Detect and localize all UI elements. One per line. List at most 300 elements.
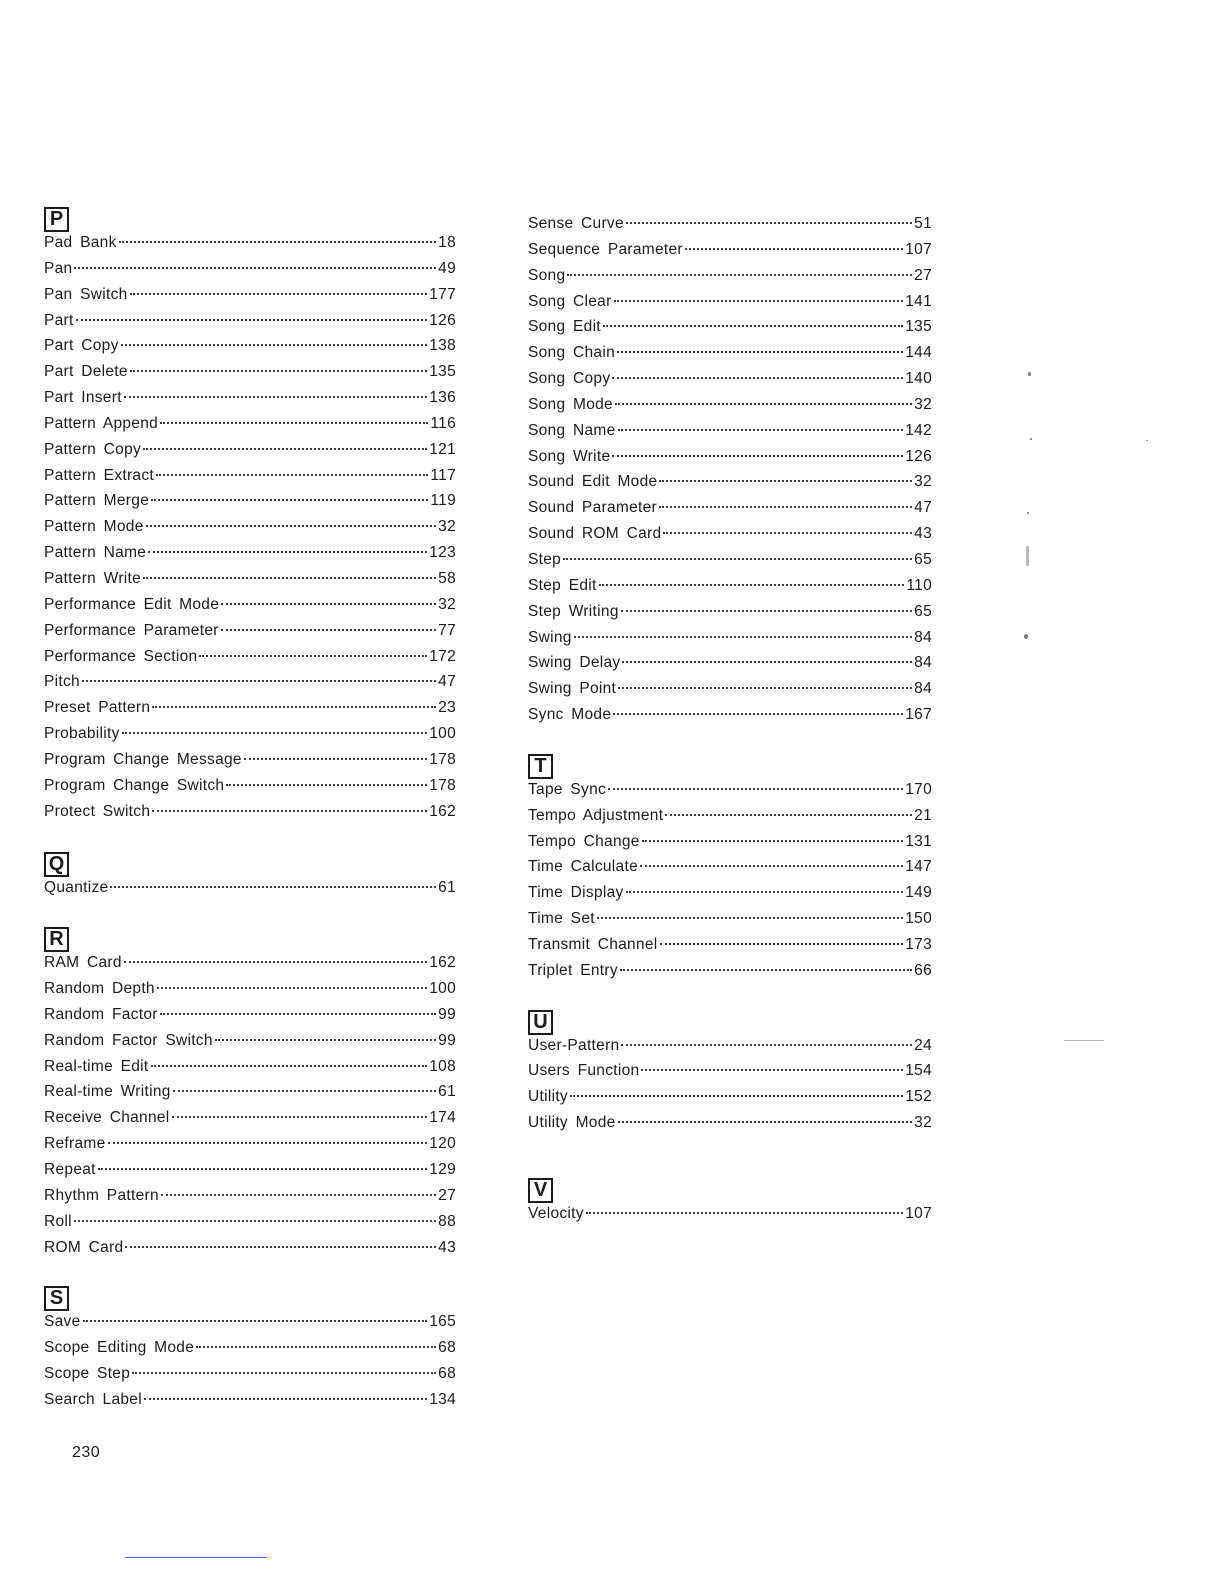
index-entry [528,215,932,241]
index-entry [44,441,456,467]
index-term: Real-time Edit [44,1057,149,1075]
index-page-number: 27 [438,1186,456,1204]
index-term: Performance Section [44,647,198,665]
dot-leader [98,1167,427,1170]
index-entry [528,807,932,833]
index-entry [528,267,932,293]
dot-leader [244,757,427,760]
index-page-number: 126 [905,447,932,465]
index-page-number: 47 [914,499,932,517]
index-page-number: 165 [429,1313,456,1331]
index-page-number: 100 [429,980,456,998]
dot-leader [172,1115,428,1118]
section-letter: T [528,754,553,779]
index-page-number: 178 [429,750,456,768]
index-term: Repeat [44,1161,96,1178]
index-term: Part Insert [44,389,122,407]
index-entry [44,363,456,389]
index-term: Swing [528,628,572,646]
dot-leader [74,266,436,269]
index-term: Part Delete [44,363,128,381]
index-term: Quantize [44,879,109,897]
index-page-number: 61 [438,879,456,897]
index-page-number: 21 [914,806,932,824]
section-continued [528,215,932,732]
index-page-number: 32 [914,1114,932,1132]
dot-leader [641,1068,903,1071]
index-term: Song Chain [528,344,616,362]
dot-leader [124,960,427,963]
dot-leader [574,635,912,638]
index-term: Song Write [528,447,611,465]
index-term: Time Calculate [528,858,638,876]
index-term: Program Change Message [44,750,242,768]
index-page-number: 18 [438,234,456,251]
index-term: Sync Mode [528,706,612,724]
index-term: Pattern Append [44,414,159,432]
index-term: Pan Switch [44,285,128,303]
index-entry [528,603,932,629]
index-entry [528,1037,932,1063]
dot-leader [660,942,904,945]
dot-leader [160,421,428,424]
index-term: Sound ROM Card [528,525,662,543]
index-term: Sequence Parameter [528,240,683,258]
index-entry [44,415,456,441]
index-entry [528,396,932,422]
index-page-number: 23 [438,699,456,717]
index-entry [44,1109,456,1135]
index-term: Step Edit [528,576,597,594]
dot-leader [151,1064,428,1067]
index-entry [528,910,932,936]
dot-leader [130,369,427,372]
index-term: Users Function [528,1062,640,1080]
section-letter: S [44,1286,69,1311]
index-entry [528,962,932,988]
dot-leader [76,318,428,321]
index-page-number: 68 [438,1365,456,1383]
index-entry [44,492,456,518]
scan-speck [1026,546,1029,566]
dot-leader [161,1193,436,1196]
index-entry [44,1391,456,1417]
index-term: Pattern Mode [44,518,144,536]
index-term: Sound Parameter [528,499,657,517]
index-page-number: 129 [429,1161,456,1178]
index-term: Pattern Name [44,544,147,562]
dot-leader [74,1219,436,1222]
dot-leader [570,1094,903,1097]
index-page-number: 121 [429,440,456,458]
index-term: Song Edit [528,318,601,336]
dot-leader [160,1012,436,1015]
dot-leader [659,505,912,508]
index-entry [528,1205,932,1231]
index-page-number: 120 [429,1135,456,1153]
section-v [528,1178,932,1231]
index-term: Pattern Merge [44,492,150,510]
dot-leader [221,602,436,605]
dot-leader [603,324,903,327]
index-page-number: 99 [438,1005,456,1023]
index-page-number: 32 [438,595,456,613]
dot-leader [215,1038,436,1041]
index-page-number: 47 [438,673,456,691]
index-entry [528,370,932,396]
index-page-number: 27 [914,266,932,284]
index-term: Swing Point [528,680,617,698]
index-entry [528,936,932,962]
index-entry [44,954,456,980]
index-entry [44,467,456,493]
dot-leader [124,395,427,398]
dot-leader [221,628,436,631]
dot-leader [621,609,912,612]
dot-leader [199,654,427,657]
dot-leader [196,1345,436,1348]
index-page-number: 58 [438,569,456,587]
index-page-number: 66 [914,961,932,979]
dot-leader [146,524,437,527]
dot-leader [567,273,912,276]
dot-leader [143,576,436,579]
index-entry [44,1239,456,1265]
dot-leader [151,498,428,501]
index-entry [528,781,932,807]
index-page-number: 107 [905,240,932,258]
index-entry [44,312,456,338]
index-column-left [44,207,456,1417]
index-entry [44,544,456,570]
dot-leader [143,447,427,450]
index-page-number: 99 [438,1031,456,1049]
index-page-number: 177 [429,285,456,303]
section-letter: Q [44,852,69,877]
index-entry [44,1213,456,1239]
dot-leader [665,813,912,816]
index-entry [44,1161,456,1187]
dot-leader [121,343,428,346]
index-page-number: 84 [914,628,932,646]
index-term: Protect Switch [44,802,151,820]
section-t [528,754,932,988]
dot-leader [156,473,428,476]
dot-leader [83,1319,428,1322]
index-term: Reframe [44,1135,106,1153]
index-term: Receive Channel [44,1109,170,1127]
index-page-number: 84 [914,654,932,672]
index-entry [44,234,456,260]
index-page-number: 88 [438,1212,456,1230]
index-page-number: 144 [905,344,932,362]
dot-leader [152,809,427,812]
section-u [528,1010,932,1140]
index-page-number: 117 [430,466,456,484]
index-term: Scope Step [44,1365,131,1383]
dot-leader [621,1043,912,1046]
index-entry [44,260,456,286]
index-entry [528,706,932,732]
dot-leader [119,240,437,243]
index-term: Random Depth [44,980,155,998]
index-page-number: 119 [430,492,456,510]
dot-leader [122,731,428,734]
index-term: Time Set [528,910,595,928]
dot-leader [148,550,427,553]
index-entry [44,596,456,622]
index-term: Velocity [528,1205,584,1222]
index-entry [44,518,456,544]
dot-leader [563,557,912,560]
index-term: Rhythm Pattern [44,1186,159,1204]
index-term: Save [44,1313,81,1331]
index-term: Preset Pattern [44,699,151,717]
index-page-number: 170 [905,780,932,798]
index-column-right [528,215,932,1231]
dot-leader [612,376,903,379]
index-page-number: 162 [429,954,456,972]
index-term: Triplet Entry [528,961,618,979]
index-page-number: 178 [429,776,456,794]
dot-leader [618,1120,913,1123]
index-entry [44,622,456,648]
index-page-number: 32 [438,518,456,536]
dot-leader [618,686,912,689]
dot-leader [132,1371,436,1374]
dot-leader [597,916,903,919]
index-term: Performance Parameter [44,621,219,639]
index-entry [44,570,456,596]
index-entry [44,1058,456,1084]
index-term: Pattern Extract [44,466,155,484]
scan-speck [1024,634,1028,639]
index-entry [528,499,932,525]
index-page-number: 123 [429,544,456,562]
index-page-number: 135 [429,363,456,381]
index-page-number: 49 [438,259,456,277]
index-term: Pattern Copy [44,440,142,458]
scan-speck [1030,438,1032,440]
index-term: Performance Edit Mode [44,595,220,613]
index-term: Time Display [528,884,624,902]
index-entry [44,777,456,803]
dot-leader [614,299,904,302]
index-page-number: 154 [905,1062,932,1080]
dot-leader [82,679,436,682]
index-term: Program Change Switch [44,776,225,794]
section-r [44,927,456,1264]
dot-leader [640,864,903,867]
dot-leader [663,531,912,534]
index-entry [44,725,456,751]
index-term: Pattern Write [44,569,142,587]
index-page-number: 142 [905,421,932,439]
index-page-number: 138 [429,337,456,355]
index-entry [528,344,932,370]
dot-leader [626,221,912,224]
index-entry [44,1339,456,1365]
index-term: Search Label [44,1390,142,1408]
index-term: Step Writing [528,602,619,620]
index-term: Song Clear [528,292,612,310]
dot-leader [622,660,912,663]
index-entry [44,1032,456,1058]
index-page-number: 43 [914,525,932,543]
index-entry [44,803,456,829]
index-entry [44,648,456,674]
index-entry [528,680,932,706]
section-p [44,207,456,828]
page-number: 230 [72,1444,101,1461]
index-term: Tempo Adjustment [528,806,664,824]
dot-leader [173,1089,436,1092]
index-page-number: 174 [429,1109,456,1127]
index-entry [528,1114,932,1140]
section-q [44,852,456,905]
index-entry [528,833,932,859]
section-letter: R [44,927,69,952]
index-entry [44,337,456,363]
dot-leader [659,479,912,482]
index-term: Part [44,311,74,329]
index-entry [44,980,456,1006]
index-term: Step [528,550,562,568]
index-page-number: 32 [914,473,932,491]
dot-leader [615,402,912,405]
index-entry [528,1088,932,1114]
index-term: Random Factor Switch [44,1031,213,1049]
index-entry [44,286,456,312]
index-page-number: 136 [429,389,456,407]
index-page-number: 116 [430,414,456,432]
index-term: Utility Mode [528,1114,616,1132]
index-page-number: 167 [905,706,932,724]
index-page-number: 65 [914,550,932,568]
index-term: Song Name [528,421,616,439]
index-term: Pitch [44,673,80,691]
index-entry [44,751,456,777]
index-entry [44,389,456,415]
index-entry [528,858,932,884]
index-entry [528,293,932,319]
index-term: Pan [44,259,73,277]
index-page-number: 173 [905,935,932,953]
index-entry [44,1365,456,1391]
index-page-number: 147 [905,858,932,876]
index-page-number: 65 [914,602,932,620]
dot-leader [144,1397,427,1400]
index-page-number: 150 [905,910,932,928]
index-page-number: 110 [906,576,932,594]
dot-leader [157,986,427,989]
dot-leader [642,839,904,842]
index-page-number: 77 [438,621,456,639]
dot-leader [612,454,903,457]
index-entry [528,473,932,499]
index-term: Random Factor [44,1005,158,1023]
index-entry [528,884,932,910]
dot-leader [685,247,903,250]
section-s [44,1286,456,1416]
dot-leader [110,885,436,888]
index-entry [44,1083,456,1109]
index-page-number: 68 [438,1339,456,1357]
index-term: RAM Card [44,954,122,972]
index-entry [528,318,932,344]
scan-speck [1027,512,1029,514]
dot-leader [617,350,903,353]
index-entry [528,422,932,448]
index-entry [528,525,932,551]
index-term: Tape Sync [528,780,607,798]
index-page-number: 24 [914,1036,932,1054]
index-page-number: 149 [905,884,932,902]
index-term: Tempo Change [528,832,640,850]
index-entry [528,448,932,474]
dot-leader [626,890,904,893]
index-page-number: 141 [905,292,932,310]
dot-leader [618,428,904,431]
index-term: Pad Bank [44,234,117,251]
section-letter: P [44,207,69,232]
index-page-number: 51 [914,215,932,232]
index-page-number: 100 [429,725,456,743]
index-page-number: 43 [438,1238,456,1256]
index-term: Transmit Channel [528,935,658,953]
index-term: Sound Edit Mode [528,473,658,491]
index-term: Part Copy [44,337,119,355]
index-entry [44,673,456,699]
index-page-number: 84 [914,680,932,698]
index-page-number: 140 [905,370,932,388]
scan-speck [1146,440,1148,441]
index-page-number: 152 [905,1088,932,1106]
index-term: Real-time Writing [44,1083,171,1101]
index-term: ROM Card [44,1238,124,1256]
scan-speck [1028,372,1031,376]
index-page-number: 172 [429,647,456,665]
index-entry [528,654,932,680]
index-page-number: 135 [905,318,932,336]
index-term: Scope Editing Mode [44,1339,195,1357]
index-term: Sense Curve [528,215,624,232]
index-page-number: 162 [429,802,456,820]
dot-leader [599,583,905,586]
index-term: User-Pattern [528,1036,620,1054]
index-term: Song [528,266,566,284]
dot-leader [130,292,428,295]
bottom-rule [125,1557,267,1558]
index-page-number: 107 [905,1205,932,1222]
index-term: Roll [44,1212,72,1230]
index-entry [44,1313,456,1339]
index-term: Song Mode [528,395,613,413]
index-entry [44,1187,456,1213]
index-entry [528,629,932,655]
index-entry [44,1135,456,1161]
index-page-number: 126 [429,311,456,329]
index-page-number: 134 [429,1390,456,1408]
dot-leader [125,1245,436,1248]
index-entry [528,577,932,603]
index-term: Utility [528,1088,568,1106]
index-entry [528,1062,932,1088]
dot-leader [108,1141,428,1144]
index-page-number: 131 [905,832,932,850]
dot-leader [608,787,903,790]
index-page-number: 61 [438,1083,456,1101]
